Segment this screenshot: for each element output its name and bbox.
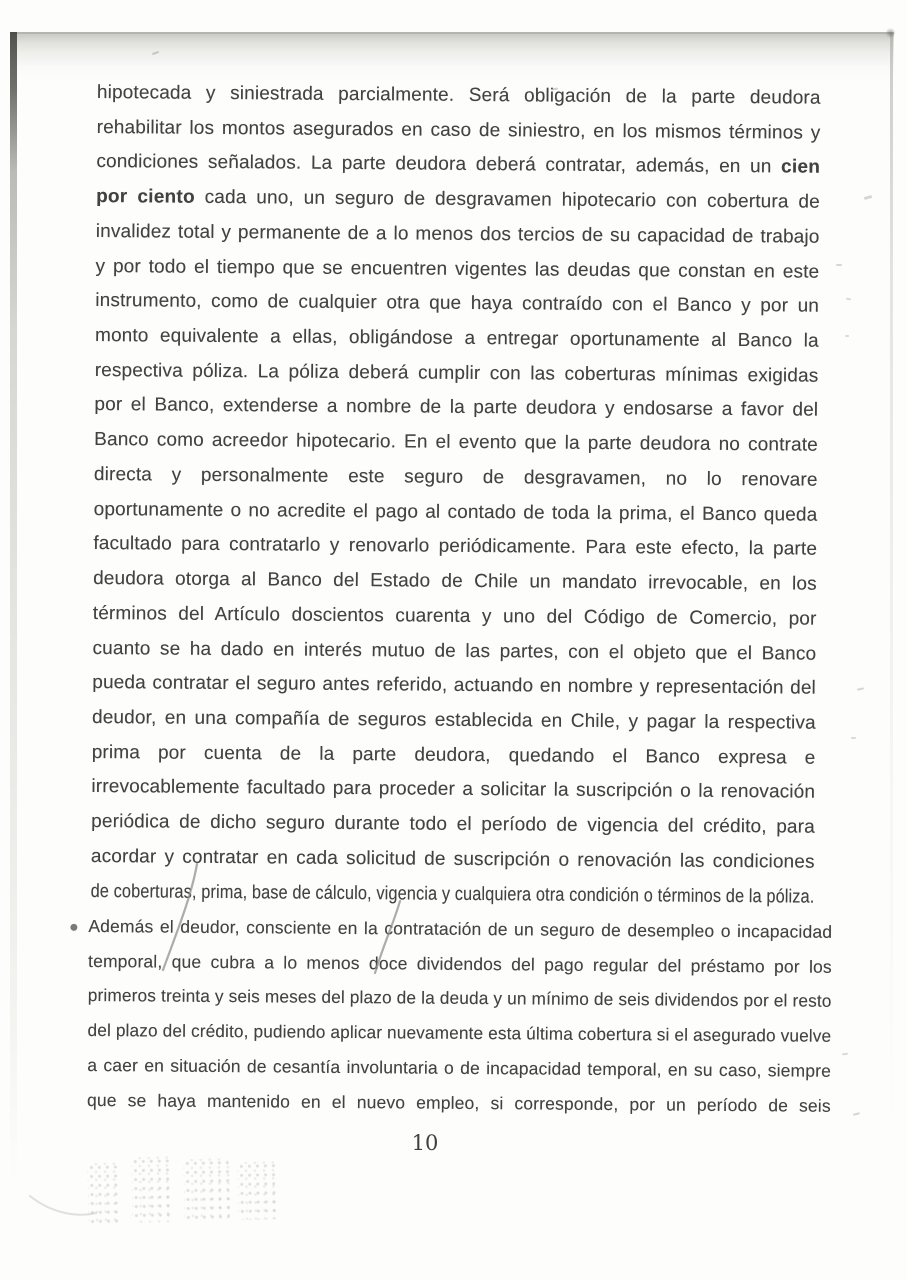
- text-line: [95, 250, 819, 290]
- text-line: [96, 145, 820, 185]
- text-line: [93, 597, 817, 637]
- text-line-content: cuanto se ha dado en interés mutuo de las partes, con el objeto que el Banco: [92, 637, 817, 665]
- page-number: 10: [411, 1131, 439, 1155]
- text-line: [95, 354, 819, 394]
- stamp-glyph-blob: [237, 1161, 280, 1220]
- text-line-content: deudora otorga al Banco del Estado de Chile un mandato irrevocable, en los: [93, 568, 817, 595]
- text-line-content: por ciento cada uno, un seguro de desgravamen hipotecario con cobertura de: [96, 186, 820, 213]
- text-line-content: acordar y contratar en cada solicitud de suscripción o renovación las condiciones: [90, 845, 815, 873]
- text-line: [94, 493, 818, 533]
- text-line-content: condiciones señalados. La parte deudora deberá contratar, además, en un cien: [96, 151, 821, 179]
- text-line-content: por el Banco, extenderse a nombre de la parte deudora y endosarse a favor del: [94, 394, 819, 422]
- text-line: [88, 909, 832, 950]
- text-line: [87, 1013, 831, 1054]
- text-line: [88, 944, 832, 985]
- text-line: [87, 1048, 831, 1089]
- text-line-content: de coberturas, prima, base de cálculo, vigencia y cualquiera otra condición o términos de la póliza.: [90, 880, 815, 908]
- margin-speck: [845, 335, 849, 337]
- text-line-content: primeros treinta y seis meses del plazo de la deuda y un mínimo de seis dividendos por el resto: [87, 985, 832, 1012]
- text-line-content: rehabilitar los montos asegurados en caso de siniestro, en los mismos términos y: [96, 116, 821, 144]
- bullet-marker: [70, 924, 77, 931]
- text-line-content: términos del Artículo doscientos cuarenta y uno del Código de Comercio, por: [92, 602, 817, 630]
- stamp-glyph-blob: [87, 1162, 122, 1225]
- text-line-content: pueda contratar el seguro antes referido, actuando en nombre y representación del: [92, 672, 817, 699]
- text-line: [95, 319, 819, 359]
- text-line: [97, 111, 821, 151]
- text-line-content: deudor, en una compañía de seguros establecida en Chile, y pagar la respectiva: [91, 706, 816, 734]
- text-line-content: facultado para contratarlo y renovarlo periódicamente. Para este efecto, la parte: [93, 533, 818, 561]
- text-line-content: Banco como acreedor hipotecario. En el evento que la parte deudora no contrate: [94, 429, 818, 456]
- text-line: [94, 458, 818, 498]
- text-line-content: periódica de dicho seguro durante todo el período de vigencia del crédito, para: [91, 811, 815, 838]
- text-line-content: del plazo del crédito, pudiendo aplicar nuevamente esta última cobertura si el asegurado vuelve: [87, 1020, 832, 1046]
- text-line-content: respectiva póliza. La póliza deberá cumplir con las coberturas mínimas exigidas: [94, 359, 819, 387]
- main-paragraph: [91, 76, 822, 915]
- text-line: [92, 631, 816, 671]
- text-line-content: instrumento, como de cualquier otra que haya contraído con el Banco y por un: [95, 290, 820, 317]
- bullet-paragraph: [87, 909, 833, 1123]
- text-line: [92, 701, 816, 741]
- stamp-glyph-blob: [183, 1158, 230, 1221]
- text-line: [88, 978, 832, 1019]
- text-line: [91, 805, 815, 845]
- margin-speck: [851, 737, 856, 739]
- text-line: [96, 180, 820, 220]
- text-line-content: a caer en situación de cesantía involuntaria o de incapacidad temporal, en su caso, siempre: [87, 1054, 832, 1081]
- text-line: [91, 770, 815, 810]
- text-line-content: directa y personalmente este seguro de desgravamen, no lo renovare: [93, 463, 818, 491]
- text-line-content: prima por cuenta de la parte deudora, quedando el Banco expresa e: [91, 741, 816, 769]
- text-line-content: hipotecada y siniestrada parcialmente. Será obligación de la parte deudora: [96, 82, 821, 109]
- text-line-content: que se haya mantenido en el nuevo empleo, si corresponde, por un período de seis: [86, 1089, 831, 1116]
- text-line-content: monto equivalente a ellas, obligándose a entregar oportunamente al Banco la: [94, 325, 819, 352]
- text-line: [93, 527, 817, 567]
- text-line: [91, 840, 815, 880]
- text-line: [95, 284, 819, 324]
- text-line: [93, 562, 817, 602]
- text-line: [97, 76, 821, 116]
- text-line: [94, 423, 818, 463]
- text-line-content: temporal, que cubra a lo menos doce dividendos del pago regular del préstamo por los: [88, 950, 832, 977]
- text-line-content: oportunamente o no acredite el pago al contado de toda la prima, el Banco queda: [93, 498, 818, 526]
- text-line: [92, 736, 816, 776]
- text-line-content: y por todo el tiempo que se encuentren vigentes las deudas que constan en este: [95, 255, 820, 283]
- text-line-content: Además el deudor, consciente en la contratación de un seguro de desempleo o incapacidad: [88, 915, 833, 942]
- text-line: [92, 666, 816, 706]
- text-line-content: invalidez total y permanente de a lo menos dos tercios de su capacidad de trabajo: [95, 220, 820, 248]
- stamp-glyph-blob: [131, 1156, 174, 1223]
- faint-dot-matrix-stamp: [87, 1154, 289, 1236]
- text-line-content: irrevocablemente facultado para proceder a solicitar la suscripción o la renovación: [91, 776, 816, 804]
- text-line: [87, 1083, 831, 1124]
- margin-speck: [836, 264, 842, 266]
- text-line: [96, 215, 820, 255]
- text-line: [94, 388, 818, 428]
